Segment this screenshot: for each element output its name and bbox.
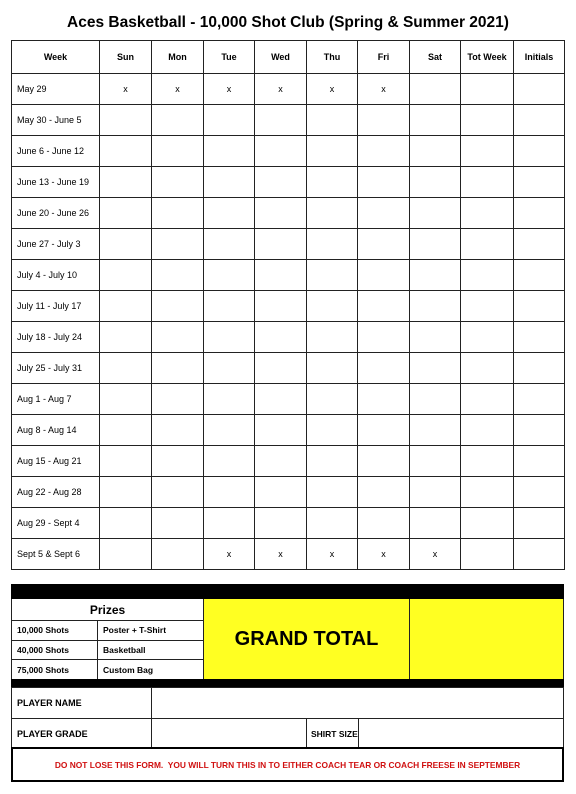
day-cell[interactable] xyxy=(255,477,307,508)
day-cell[interactable] xyxy=(410,508,461,539)
day-cell[interactable] xyxy=(307,384,358,415)
notice-banner: DO NOT LOSE THIS FORM. YOU WILL TURN THIS IN TO EITHER COACH TEAR OR COACH FREESE IN SEPTEMBER xyxy=(11,747,564,782)
day-cell[interactable] xyxy=(410,384,461,415)
day-cell[interactable] xyxy=(152,477,204,508)
day-cell[interactable] xyxy=(307,353,358,384)
week-label: Aug 1 - Aug 7 xyxy=(12,384,100,415)
day-cell[interactable] xyxy=(100,198,152,229)
day-cell[interactable]: x xyxy=(410,539,461,570)
day-cell[interactable] xyxy=(255,198,307,229)
prize-reward: Basketball xyxy=(103,645,146,655)
day-cell[interactable] xyxy=(100,229,152,260)
day-cell[interactable] xyxy=(461,291,514,322)
day-cell[interactable] xyxy=(514,229,565,260)
day-cell[interactable] xyxy=(461,74,514,105)
day-cell[interactable] xyxy=(461,539,514,570)
day-cell[interactable]: x xyxy=(255,539,307,570)
column-header: Thu xyxy=(307,41,358,74)
column-header: Fri xyxy=(358,41,410,74)
day-cell[interactable] xyxy=(204,446,255,477)
day-cell[interactable] xyxy=(100,539,152,570)
day-cell[interactable] xyxy=(204,353,255,384)
table-row xyxy=(12,353,565,384)
day-cell[interactable] xyxy=(358,477,410,508)
day-cell[interactable] xyxy=(358,384,410,415)
day-cell[interactable] xyxy=(514,167,565,198)
page-title: Aces Basketball - 10,000 Shot Club (Spring & Summer 2021) xyxy=(67,14,509,31)
day-cell[interactable] xyxy=(307,508,358,539)
day-cell[interactable] xyxy=(358,198,410,229)
day-cell[interactable] xyxy=(307,477,358,508)
day-cell[interactable] xyxy=(410,74,461,105)
day-cell[interactable] xyxy=(255,446,307,477)
day-cell[interactable] xyxy=(204,322,255,353)
day-cell[interactable] xyxy=(358,229,410,260)
prize-row xyxy=(12,641,203,661)
day-cell[interactable] xyxy=(152,105,204,136)
day-cell[interactable] xyxy=(100,446,152,477)
day-cell[interactable] xyxy=(358,353,410,384)
day-cell[interactable] xyxy=(152,136,204,167)
column-header: Initials xyxy=(514,41,565,74)
day-cell[interactable] xyxy=(100,384,152,415)
day-cell[interactable] xyxy=(204,260,255,291)
day-cell[interactable] xyxy=(152,446,204,477)
day-cell[interactable] xyxy=(461,198,514,229)
table-row xyxy=(12,167,565,198)
day-cell[interactable] xyxy=(255,291,307,322)
day-cell[interactable] xyxy=(204,198,255,229)
table-row xyxy=(12,539,565,570)
day-cell[interactable] xyxy=(461,105,514,136)
day-cell[interactable] xyxy=(255,136,307,167)
day-cell[interactable] xyxy=(358,446,410,477)
shirt-size-field[interactable] xyxy=(359,719,563,748)
day-cell[interactable] xyxy=(358,415,410,446)
day-cell[interactable] xyxy=(204,229,255,260)
day-cell[interactable] xyxy=(255,229,307,260)
table-row xyxy=(12,74,565,105)
prize-row xyxy=(12,660,203,679)
day-cell[interactable] xyxy=(410,198,461,229)
day-cell[interactable] xyxy=(358,105,410,136)
week-label: July 25 - July 31 xyxy=(12,353,100,384)
column-header: Tue xyxy=(204,41,255,74)
player-name-row xyxy=(12,688,563,718)
day-cell[interactable] xyxy=(204,508,255,539)
week-label: June 20 - June 26 xyxy=(12,198,100,229)
day-cell[interactable] xyxy=(204,477,255,508)
day-cell[interactable]: x xyxy=(255,74,307,105)
day-cell[interactable] xyxy=(152,291,204,322)
week-label: Aug 15 - Aug 21 xyxy=(12,446,100,477)
day-cell[interactable] xyxy=(461,477,514,508)
day-cell[interactable] xyxy=(410,322,461,353)
column-header: Tot Week xyxy=(461,41,514,74)
day-cell[interactable] xyxy=(100,322,152,353)
day-cell[interactable] xyxy=(514,260,565,291)
day-cell[interactable] xyxy=(514,198,565,229)
day-cell[interactable] xyxy=(410,477,461,508)
table-row xyxy=(12,105,565,136)
day-cell[interactable] xyxy=(514,353,565,384)
day-cell[interactable] xyxy=(307,415,358,446)
day-cell[interactable] xyxy=(307,446,358,477)
day-cell[interactable] xyxy=(152,353,204,384)
week-label: June 13 - June 19 xyxy=(12,167,100,198)
day-cell[interactable] xyxy=(204,291,255,322)
player-name-field[interactable] xyxy=(152,688,563,718)
week-label: July 4 - July 10 xyxy=(12,260,100,291)
prize-row xyxy=(12,621,203,641)
day-cell[interactable] xyxy=(100,477,152,508)
day-cell[interactable] xyxy=(152,415,204,446)
day-cell[interactable] xyxy=(255,384,307,415)
prizes-title: Prizes xyxy=(12,599,203,621)
day-cell[interactable]: x xyxy=(307,74,358,105)
prize-reward: Poster + T-Shirt xyxy=(103,625,167,636)
day-cell[interactable] xyxy=(514,136,565,167)
day-cell[interactable] xyxy=(307,167,358,198)
divider-bar xyxy=(11,679,564,687)
day-cell[interactable] xyxy=(461,136,514,167)
column-header: Sun xyxy=(100,41,152,74)
day-cell[interactable] xyxy=(100,136,152,167)
day-cell[interactable] xyxy=(358,136,410,167)
day-cell[interactable]: x xyxy=(358,539,410,570)
divider-bar xyxy=(11,584,564,599)
table-row xyxy=(12,477,565,508)
player-grade-label: PLAYER GRADE xyxy=(12,719,152,748)
day-cell[interactable] xyxy=(358,260,410,291)
day-cell[interactable] xyxy=(410,260,461,291)
day-cell[interactable] xyxy=(358,167,410,198)
table-row xyxy=(12,198,565,229)
day-cell[interactable]: x xyxy=(152,74,204,105)
column-header: Week xyxy=(12,41,100,74)
day-cell[interactable] xyxy=(514,322,565,353)
day-cell[interactable] xyxy=(410,136,461,167)
prizes-box xyxy=(12,599,204,679)
day-cell[interactable] xyxy=(461,384,514,415)
day-cell[interactable] xyxy=(152,167,204,198)
column-header: Wed xyxy=(255,41,307,74)
day-cell[interactable] xyxy=(152,322,204,353)
day-cell[interactable] xyxy=(152,198,204,229)
prize-shots: 10,000 Shots xyxy=(12,621,98,640)
day-cell[interactable] xyxy=(100,167,152,198)
day-cell[interactable] xyxy=(255,105,307,136)
day-cell[interactable] xyxy=(514,384,565,415)
table-header-row xyxy=(12,41,565,74)
day-cell[interactable] xyxy=(307,136,358,167)
day-cell[interactable] xyxy=(152,229,204,260)
week-label: June 6 - June 12 xyxy=(12,136,100,167)
day-cell[interactable] xyxy=(461,229,514,260)
day-cell[interactable] xyxy=(255,322,307,353)
day-cell[interactable] xyxy=(514,508,565,539)
day-cell[interactable]: x xyxy=(100,74,152,105)
day-cell[interactable] xyxy=(100,105,152,136)
day-cell[interactable] xyxy=(100,291,152,322)
day-cell[interactable] xyxy=(255,508,307,539)
day-cell[interactable] xyxy=(461,322,514,353)
day-cell[interactable] xyxy=(514,74,565,105)
day-cell[interactable] xyxy=(204,105,255,136)
day-cell[interactable] xyxy=(358,291,410,322)
column-header: Mon xyxy=(152,41,204,74)
player-grade-field[interactable] xyxy=(152,719,307,748)
player-info-section xyxy=(11,687,564,749)
day-cell[interactable] xyxy=(307,105,358,136)
day-cell[interactable] xyxy=(461,446,514,477)
day-cell[interactable]: x xyxy=(307,539,358,570)
day-cell[interactable] xyxy=(358,322,410,353)
table-row xyxy=(12,415,565,446)
day-cell[interactable] xyxy=(152,508,204,539)
week-label: July 11 - July 17 xyxy=(12,291,100,322)
grand-total-label: GRAND TOTAL xyxy=(204,599,410,679)
week-label: Aug 29 - Sept 4 xyxy=(12,508,100,539)
day-cell[interactable] xyxy=(461,260,514,291)
day-cell[interactable] xyxy=(514,446,565,477)
table-row xyxy=(12,260,565,291)
day-cell[interactable] xyxy=(152,539,204,570)
day-cell[interactable] xyxy=(410,415,461,446)
day-cell[interactable] xyxy=(461,415,514,446)
day-cell[interactable] xyxy=(461,353,514,384)
shot-log-table xyxy=(11,40,565,570)
day-cell[interactable]: x xyxy=(204,539,255,570)
grand-total-value-field[interactable] xyxy=(410,599,563,679)
day-cell[interactable] xyxy=(461,508,514,539)
day-cell[interactable] xyxy=(307,322,358,353)
day-cell[interactable] xyxy=(100,260,152,291)
column-header: Sat xyxy=(410,41,461,74)
day-cell[interactable] xyxy=(204,384,255,415)
table-row xyxy=(12,446,565,477)
day-cell[interactable] xyxy=(514,291,565,322)
day-cell[interactable] xyxy=(100,415,152,446)
day-cell[interactable] xyxy=(358,508,410,539)
table-row xyxy=(12,229,565,260)
day-cell[interactable] xyxy=(307,198,358,229)
day-cell[interactable] xyxy=(410,353,461,384)
day-cell[interactable] xyxy=(410,229,461,260)
week-label: July 18 - July 24 xyxy=(12,322,100,353)
day-cell[interactable] xyxy=(461,167,514,198)
week-label: June 27 - July 3 xyxy=(12,229,100,260)
table-body xyxy=(12,74,565,570)
day-cell[interactable] xyxy=(255,415,307,446)
day-cell[interactable] xyxy=(410,291,461,322)
table-row xyxy=(12,384,565,415)
week-label: May 29 xyxy=(12,74,100,105)
day-cell[interactable] xyxy=(204,167,255,198)
day-cell[interactable]: x xyxy=(358,74,410,105)
prize-shots: 75,000 Shots xyxy=(12,660,98,679)
table-row xyxy=(12,508,565,539)
day-cell[interactable] xyxy=(514,105,565,136)
summary-section xyxy=(11,599,564,679)
table-row xyxy=(12,291,565,322)
day-cell[interactable] xyxy=(410,105,461,136)
table-row xyxy=(12,322,565,353)
day-cell[interactable] xyxy=(307,291,358,322)
prize-shots: 40,000 Shots xyxy=(12,641,98,660)
day-cell[interactable] xyxy=(100,508,152,539)
player-grade-row xyxy=(12,718,563,748)
day-cell[interactable] xyxy=(514,415,565,446)
day-cell[interactable] xyxy=(255,167,307,198)
week-label: May 30 - June 5 xyxy=(12,105,100,136)
prize-reward: Custom Bag xyxy=(103,664,154,675)
table-row xyxy=(12,136,565,167)
day-cell[interactable] xyxy=(514,539,565,570)
day-cell[interactable] xyxy=(255,353,307,384)
day-cell[interactable] xyxy=(255,260,307,291)
week-label: Sept 5 & Sept 6 xyxy=(12,539,100,570)
day-cell[interactable] xyxy=(204,415,255,446)
day-cell[interactable] xyxy=(100,353,152,384)
day-cell[interactable] xyxy=(152,260,204,291)
day-cell[interactable] xyxy=(307,229,358,260)
day-cell[interactable]: x xyxy=(204,74,255,105)
day-cell[interactable] xyxy=(514,477,565,508)
day-cell[interactable] xyxy=(410,167,461,198)
day-cell[interactable] xyxy=(410,446,461,477)
shirt-size-label: SHIRT SIZE xyxy=(307,719,359,748)
day-cell[interactable] xyxy=(204,136,255,167)
day-cell[interactable] xyxy=(307,260,358,291)
week-label: Aug 8 - Aug 14 xyxy=(12,415,100,446)
player-name-label: PLAYER NAME xyxy=(12,688,152,718)
day-cell[interactable] xyxy=(152,384,204,415)
week-label: Aug 22 - Aug 28 xyxy=(12,477,100,508)
